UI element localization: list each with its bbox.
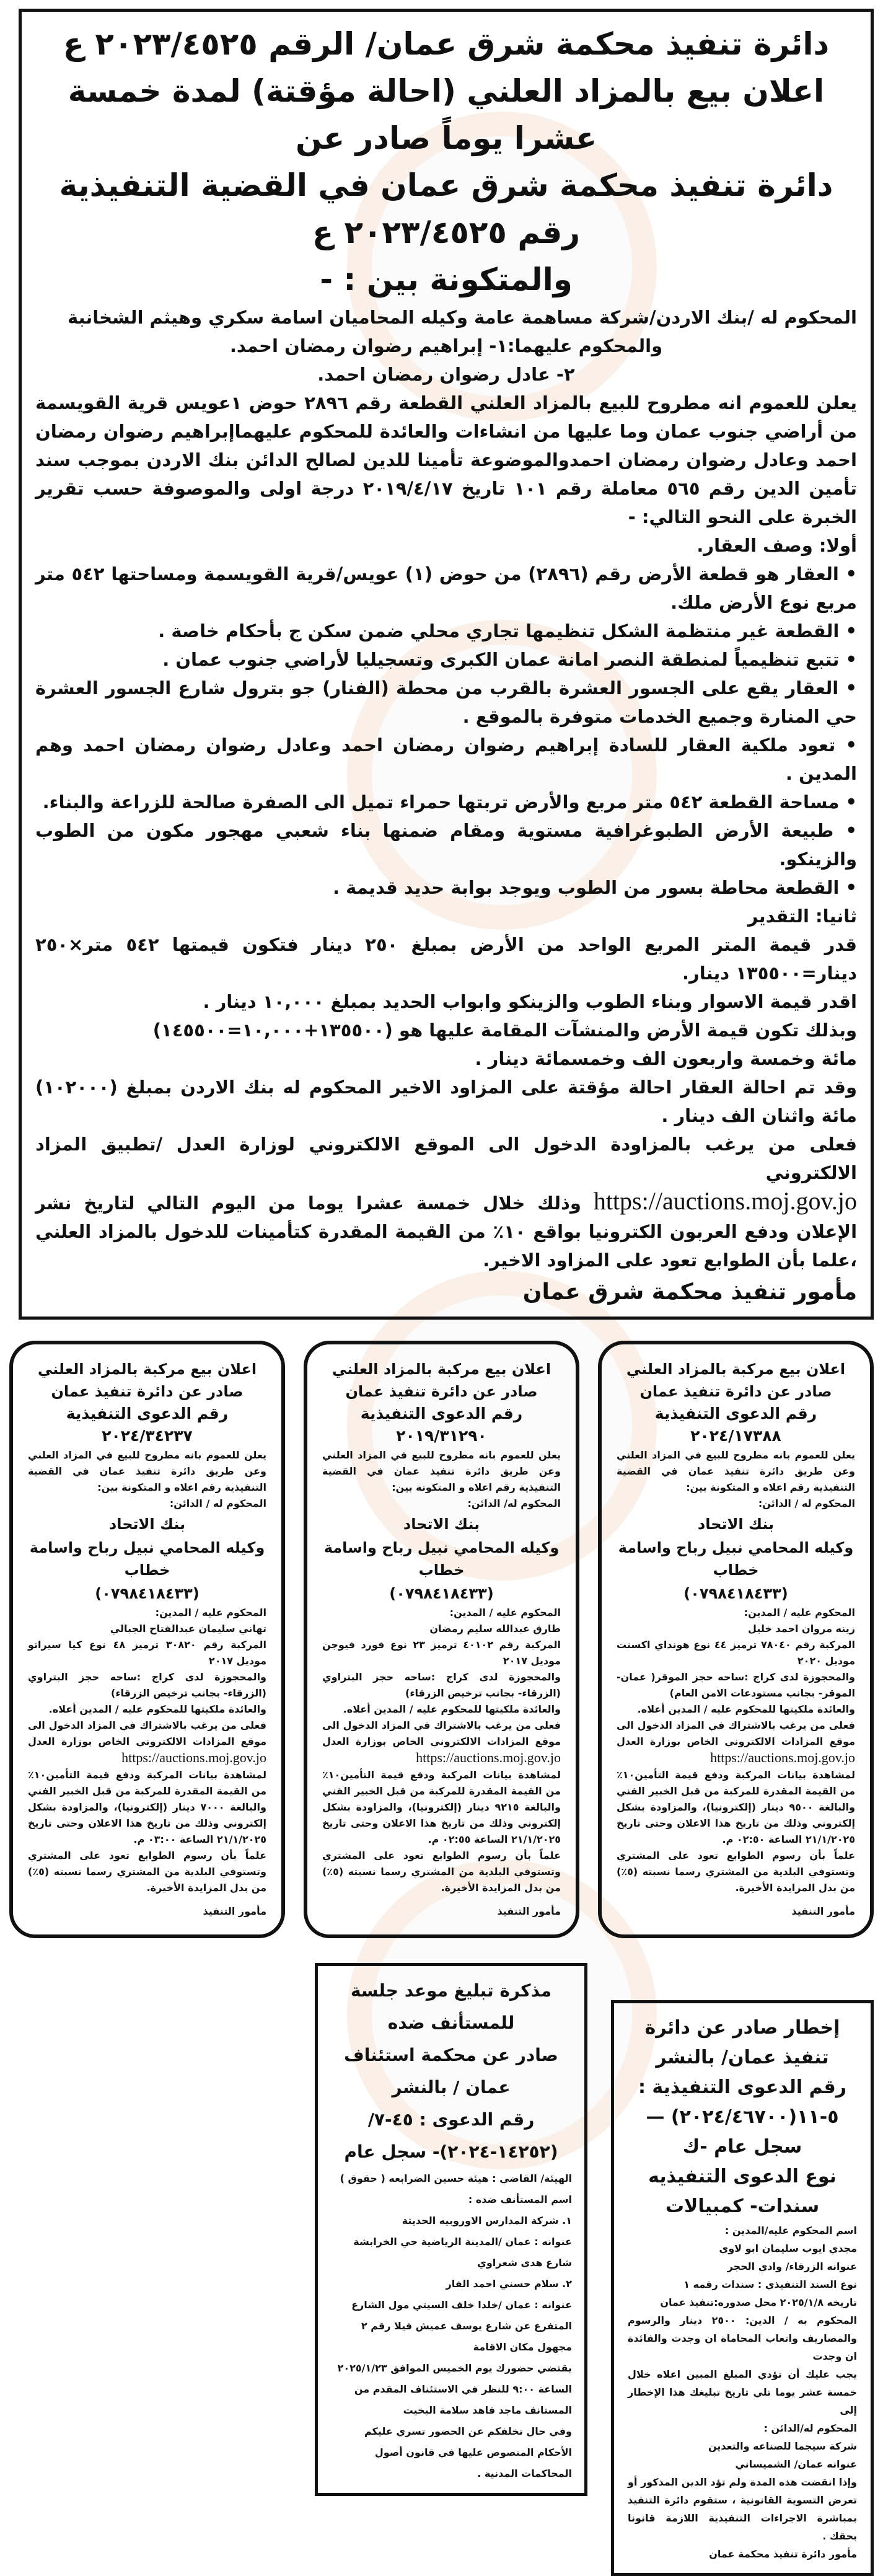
- garage: والمحجوزة لدى كراج :ساحه حجز البتراوي (الزرقاء- بجانب ترخيص الزرقاء): [322, 1671, 561, 1699]
- notice-line: عنوانه عمان/ الشميساني: [735, 2458, 857, 2470]
- valuation-line: وبذلك تكون قيمة الأرض والمنشآت المقامة عليها هو (١٣٥٥٠٠+١٠,٠٠٠=١٤٥٥٠٠): [152, 1020, 857, 1041]
- bullet: • العقار يقع على الجسور العشرة بالقرب من محطة (الفنار) جو بترول شارع الجسور العشرة حي المنارة وجميع الخدمات متوفرة بالموقع .: [35, 677, 857, 727]
- participation: فعلى من يرغب بالاشتراك في المزاد الدخول الى موقع المزادات الالكتروني الخاص بوزارة العدل: [617, 1719, 855, 1747]
- notice-line: اسم المحكوم عليه/المدين :: [724, 2225, 857, 2236]
- participation: فعلى من يرغب بالاشتراك في المزاد الدخول الى موقع المزادات الالكتروني الخاص بوزارة العدل: [322, 1719, 561, 1747]
- notice-line: نوع السند التنفيذي : سندات رقمه ١: [683, 2278, 857, 2290]
- notice-line: عنوانه : عمان /المدينة الرياضية حي الخرابشة شارع هدى شعراوي: [353, 2236, 572, 2269]
- main-auction-notice: [19, 9, 874, 1320]
- notice-line: وإذا انقضت هذه المدة ولم تؤد الدين المذكور أو تعرض التسوية القانونية ، ستقوم دائرة التنفيذ بمباشرة الاجراءات التنفيذية اللازمة قانونا بحقك .: [628, 2476, 857, 2542]
- appeal-hearing-notice: [315, 1963, 587, 2496]
- notice-line: ٢. سلام حسني احمد الفار: [446, 2278, 572, 2290]
- bullet: • العقار هو قطعة الأرض رقم (٢٨٩٦) من حوض (١) عويس/قرية القويسمة ومساحتها ٥٤٢ متر مربع نوع الأرض ملك.: [35, 563, 858, 613]
- bullet: • تعود ملكية العقار للسادة إبراهيم رضوان رمضان احمد وعادل رضوان رمضان احمد وهم المدين .: [35, 734, 857, 784]
- section-title: ثانيا: التقدير: [747, 906, 857, 927]
- headline-line: والمتكونة بين : -: [320, 262, 573, 298]
- notice-line: تاريخه ٢٠٢٥/١/٨ محل صدوره:تنفيذ عمان: [660, 2296, 857, 2308]
- notice-line: وفي حال تخلفكم عن الحضور تسري عليكم الأحكام المنصوص عليها في قانون أصول المحاكمات المدنية .: [364, 2425, 572, 2479]
- valuation-line: مائة وخمسة واربعون الف وخمسمائة دينار .: [475, 1048, 857, 1069]
- vehicle: المركبة رقم ٣٠٨٢٠ ترميز ٤٨ نوع كيا سيراتو موديل ٢٠١٧: [28, 1639, 266, 1667]
- vehicle-notices-row: [9, 1341, 874, 1938]
- vehicle-auction-notice: [9, 1341, 285, 1938]
- notice-title: عمان / بالنشر: [392, 2077, 511, 2097]
- notice-line: مجهول مكان الاقامة: [473, 2341, 572, 2353]
- headline-line: دائرة تنفيذ محكمة شرق عمان/ الرقم ٢٠٢٣/٤٥٢٥ ع: [63, 26, 830, 62]
- notice-line: مجدي ايوب سليمان ابو لاوي: [719, 2243, 857, 2254]
- terms: لمشاهدة بيانات المركبة ودفع قيمة التأمين١٠٪ من القيمة المقدرة للمركبة من قبل الخبير الفني والبالغة ٩٢١٥ دينار (إلكترونيا)، والمزاودة بشكل إلكتروني وذلك من تاريخ هذا الاعلان وحتى تاريخ ٢١/١/٢٠٢٥ الساعة ٠٢:٥٥ م.: [322, 1769, 561, 1845]
- case-number: ٥-١١(٢٠٢٤/٤٦٧٠٠) —: [646, 2106, 839, 2128]
- notice-title: مذكرة تبليغ موعد جلسة: [350, 1980, 552, 2001]
- case-type: سندات- كمبيالات: [665, 2195, 820, 2217]
- ownership: والعائدة ملكيتها للمحكوم عليه / المدين أعلاه.: [637, 1703, 855, 1715]
- bottom-notices-row: [9, 1963, 874, 2576]
- notice-title: إخطار صادر عن دائرة: [644, 2017, 840, 2039]
- case-number: (١٤٢٥٢-٢٠٢٤)- سجل عام: [344, 2142, 558, 2162]
- garage: والمحجوزة لدى كراج :ساحه حجز البتراوي (الزرقاء- بجانب ترخيص الزرقاء): [28, 1671, 266, 1699]
- auction-url-link[interactable]: https://auctions.moj.gov.jo: [416, 1750, 561, 1765]
- fees: علماً بأن رسوم الطوابع تعود على المشتري وتستوفي البلدية من المشتري رسما نسبته (٥٪) من بدل المزايدة الأخيرة.: [322, 1850, 561, 1894]
- notice-line: يجب عليك أن تؤدي المبلغ المبين اعلاه خلال خمسة عشر يوما تلي تاريخ تبليغك هذا الإخطار إلى: [628, 2368, 857, 2416]
- lawyer: وكيله المحامي نبيل رباح واسامة خطاب: [29, 1539, 265, 1579]
- notice-line: عنوانه الزرقاء/ وادي الحجر: [727, 2261, 857, 2272]
- debtor: طارق عبدالله سليم رمضان: [429, 1623, 561, 1634]
- notice-line: اسم المستأنف ضده :: [468, 2194, 572, 2205]
- notice-title: صادر عن دائرة تنفيذ عمان: [345, 1383, 538, 1400]
- participation: فعلى من يرغب بالمزاودة الدخول الى الموقع الالكتروني لوزارة العدل /تطبيق المزاد الالكتروني: [35, 1134, 857, 1183]
- ownership: والعائدة ملكيتها للمحكوم عليه / المدين أعلاه.: [48, 1703, 266, 1715]
- section-title: أولا: وصف العقار.: [696, 535, 857, 556]
- terms: لمشاهدة بيانات المركبة ودفع قيمة التأمين١٠٪ من القيمة المقدرة للمركبة من قبل الخبير الفني والبالغة ٩٥٠٠ دينار (إلكترونيا)، والمزاودة بشكل إلكتروني وذلك من تاريخ هذا الاعلان وحتى تاريخ ٢١/١/٢٠٢٥ الساعة ٠٢:٥٠ م.: [617, 1769, 855, 1845]
- case-number: رقم الدعوى التنفيذية ٢٠٢٤/١٧٣٨٨: [654, 1405, 817, 1445]
- case-number: رقم الدعوى التنفيذية ٢٠١٩/٣١٢٩٠: [360, 1405, 523, 1445]
- notice-line: المحكوم له/الدائن :: [763, 2422, 857, 2434]
- case-number: رقم الدعوى : ٤٥-٧/: [367, 2109, 535, 2130]
- notice-line: المحكوم به / الدين: ٢٥٠٠ دينار والرسوم والمصاريف واتعاب المحاماة ان وجدت والفائدة ان وجدت: [628, 2314, 857, 2362]
- case-number: رقم الدعوى التنفيذية ٢٠٢٤/٣٤٢٣٧: [66, 1405, 229, 1445]
- lawyer: وكيله المحامي نبيل رباح واسامة خطاب: [618, 1539, 854, 1579]
- creditor-label: المحكوم له/ الدائن:: [467, 1498, 561, 1509]
- vehicle: المركبة رقم ٤٠١٠٢ ترميز ٢٣ نوع فورد فيوجن موديل ٢٠١٧: [322, 1639, 561, 1667]
- valuation-line: وقد تم احالة العقار احالة مؤقتة على المزاود الاخير المحكوم له بنك الاردن بمبلغ (١٠٢٠٠٠) مائة واثنان الف دينار .: [35, 1077, 857, 1126]
- intro: يعلن للعموم بانه مطروح للبيع في المزاد العلني وعن طريق دائرة تنفيذ عمان في القضية التنفيذية رقم اعلاه و المتكونة بين:: [28, 1449, 266, 1493]
- bullet: • القطعة محاطة بسور من الطوب ويوجد بوابة حديد قديمة .: [333, 877, 857, 898]
- intro: يعلن للعموم بانه مطروح للبيع في المزاد العلني وعن طريق دائرة تنفيذ عمان في القضية التنفيذية رقم اعلاه و المتكونة بين:: [617, 1449, 855, 1493]
- debtor-label: المحكوم عليه / المدين:: [155, 1607, 266, 1618]
- creditor: المحكوم له /بنك الاردن/شركة مساهمة عامة وكيله المحاميان اسامة سكري وهيثم الشخانبة: [67, 307, 857, 328]
- signature: مأمور دائرة تنفيذ محكمة عمان: [709, 2548, 857, 2560]
- notice-title: اعلان بيع مركبة بالمزاد العلني: [37, 1361, 257, 1378]
- intro: يعلن للعموم انه مطروح للبيع بالمزاد العلني القطعة رقم ٢٨٩٦ حوض ١عويس قرية القويسمة من أراضي جنوب عمان وما عليها من انشاءات والعائدة للمحكوم عليهماإبراهيم رضوان رمضان احمد وعادل رضوان رمضان احمدوالموضوعة تأمينا للدين لصالح الدائن بنك الاردن بموجب سند تأمين الدين رقم ٥٦٥ معاملة رقم ١٠١ تاريخ ٢٠١٩/٤/١٧ درجة اولى والموصوفة حسب تقرير الخبرة على النحو التالي: -: [35, 392, 857, 527]
- headline-line: اعلان بيع بالمزاد العلني (احالة مؤقتة) لمدة خمسة عشرا يوماً صادر عن: [68, 73, 825, 156]
- notice-line: الهيئة/ القاضي : هيئة حسين الضرابعه ( حقوق ): [340, 2172, 572, 2184]
- auction-url-link[interactable]: https://auctions.moj.gov.jo: [121, 1750, 266, 1765]
- notice-title: اعلان بيع مركبة بالمزاد العلني: [332, 1361, 551, 1378]
- vehicle-auction-notice: [598, 1341, 874, 1938]
- notice-title: رقم الدعوى التنفيذية :: [638, 2076, 847, 2098]
- notice-title: صادر عن دائرة تنفيذ عمان: [639, 1383, 832, 1400]
- signature: مأمور تنفيذ محكمة شرق عمان: [522, 1279, 857, 1305]
- auction-url-link[interactable]: https://auctions.moj.gov.jo: [593, 1187, 857, 1215]
- debtor: والمحكوم عليهما:١- إبراهيم رضوان رمضان احمد.: [229, 335, 663, 356]
- debt-notification: [611, 2000, 874, 2576]
- vehicle: المركبة رقم ٧٨٠٤٠ ترميز ٤٤ نوع هونداي اكسنت موديل ٢٠٢٠: [617, 1639, 855, 1667]
- signature: مأمور التنفيذ: [791, 1905, 855, 1917]
- participation: وذلك خلال خمسة عشرا يوما من اليوم التالي لتاريخ نشر الإعلان ودفع العربون الكترونيا بواقع ١٠٪ من القيمة المقدرة كتأمينات للدخول بالمزاد العلني ،علما بأن الطوابع تعود على المزاود الاخير.: [35, 1193, 858, 1271]
- valuation-line: قدر قيمة المتر المربع الواحد من الأرض بمبلغ ٢٥٠ دينار فتكون قيمتها ٥٤٢ متر×٢٥٠ دينار=١٣٥٥٠٠ دينار.: [35, 934, 858, 984]
- creditor-label: المحكوم له / الدائن:: [758, 1498, 855, 1509]
- notice-title: صادر عن دائرة تنفيذ عمان: [51, 1383, 244, 1400]
- vehicle-auction-notice: [304, 1341, 579, 1938]
- fees: علماً بأن رسوم الطوابع تعود على المشتري وتستوفي البلدية من المشتري رسما نسبته (٥٪) من بدل المزايدة الأخيرة.: [28, 1850, 266, 1894]
- phone: (٠٧٩٨٤١٨٤٣٣): [389, 1585, 494, 1602]
- bank-name: بنك الاتحاد: [403, 1515, 480, 1533]
- lawyer: وكيله المحامي نبيل رباح واسامة خطاب: [323, 1539, 560, 1579]
- valuation-line: اقدر قيمة الاسوار وبناء الطوب والزينكو وابواب الحديد بمبلغ ١٠,٠٠٠ دينار .: [203, 991, 857, 1012]
- notice-title: اعلان بيع مركبة بالمزاد العلني: [626, 1361, 846, 1378]
- notice-title: للمستأنف ضده: [387, 2013, 515, 2033]
- bank-name: بنك الاتحاد: [697, 1515, 775, 1533]
- notice-line: عنوانه : عمان /خلدا خلف السيتي مول الشارع المتفرع عن شارع يوسف عميش فيلا رقم ٢: [351, 2299, 572, 2332]
- debtor: زينه مروان احمد خليل: [748, 1623, 855, 1634]
- bullet: • القطعة غير منتظمة الشكل تنظيمها تجاري محلي ضمن سكن ج بأحكام خاصة .: [158, 620, 857, 642]
- notice-title: تنفيذ عمان/ بالنشر: [656, 2047, 829, 2068]
- participation: فعلى من يرغب بالاشتراك في المزاد الدخول الى موقع المزادات الالكتروني الخاص بوزارة العدل: [28, 1719, 266, 1747]
- creditor-label: المحكوم له / الدائن:: [169, 1498, 266, 1509]
- debtor: ٢- عادل رضوان رمضان احمد.: [317, 364, 575, 385]
- headline-line: دائرة تنفيذ محكمة شرق عمان في القضية التنفيذية رقم ٢٠٢٣/٤٥٢٥ ع: [59, 167, 833, 250]
- debtor: تهاني سليمان عبدالفتاح الجبالي: [110, 1623, 266, 1634]
- notice-title: صادر عن محكمة استئناف: [344, 2045, 558, 2065]
- debtor-label: المحكوم عليه / المدين:: [449, 1607, 561, 1618]
- notice-title: سجل عام -ك: [682, 2136, 802, 2158]
- case-type: نوع الدعوى التنفيذيه: [648, 2166, 837, 2187]
- ownership: والعائدة ملكيتها للمحكوم عليه / المدين أعلاه.: [343, 1703, 561, 1715]
- signature: مأمور التنفيذ: [203, 1905, 266, 1917]
- bullet: • طبيعة الأرض الطبوغرافية مستوية ومقام ضمنها بناء شعبي مهجور مكون من الطوب والزينكو.: [35, 820, 857, 870]
- debtor-label: المحكوم عليه / المدين:: [744, 1607, 855, 1618]
- bank-name: بنك الاتحاد: [108, 1515, 186, 1533]
- notice-line: شركة سيجما للصناعه والتعدين: [708, 2440, 857, 2452]
- notice-line: يقتضي حضورك يوم الخميس الموافق ٢٠٢٥/١/٢٣ الساعة ٩:٠٠ للنظر في الاستئناف المقدم من المستانف ماجد فاهد سلامة البخيت: [337, 2362, 572, 2416]
- auction-url-link[interactable]: https://auctions.moj.gov.jo: [710, 1750, 855, 1765]
- bullet: • مساحة القطعة ٥٤٢ متر مربع والأرض تربتها حمراء تميل الى الصفرة صالحة للزراعة والبناء.: [42, 792, 857, 813]
- fees: علماً بأن رسوم الطوابع تعود على المشتري وتستوفي البلدية من المشتري رسما نسبته (٥٪) من بدل المزايدة الأخيرة.: [617, 1850, 855, 1894]
- bullet: • تتبع تنظيمياً لمنطقة النصر امانة عمان الكبرى وتسجيليا لأراضي جنوب عمان .: [162, 649, 857, 670]
- intro: يعلن للعموم بانه مطروح للبيع في المزاد العلني وعن طريق دائرة تنفيذ عمان في القضية التنفيذية رقم اعلاه و المتكونة بين:: [322, 1449, 561, 1493]
- phone: (٠٧٩٨٤١٨٤٣٣): [683, 1585, 788, 1602]
- terms: لمشاهدة بيانات المركبة ودفع قيمة التأمين١٠٪ من القيمة المقدرة للمركبة من قبل الخبير الفني والبالغة ٧٠٠٠ دينار (إلكترونيا)، والمزاودة بشكل إلكتروني وذلك من تاريخ هذا الاعلان وحتى تاريخ ٢١/١/٢٠٢٥ الساعة ٠٣:٠٠ م.: [28, 1769, 266, 1845]
- notice-line: ١. شركة المدارس الاوروبيه الحديثة: [402, 2215, 572, 2226]
- phone: (٠٧٩٨٤١٨٤٣٣): [95, 1585, 200, 1602]
- signature: مأمور التنفيذ: [497, 1905, 561, 1917]
- garage: والمحجوزة لدى كراج :ساحه حجز الموقر( عمان- الموقر- بجانب مستودعات الامن العام): [617, 1671, 855, 1699]
